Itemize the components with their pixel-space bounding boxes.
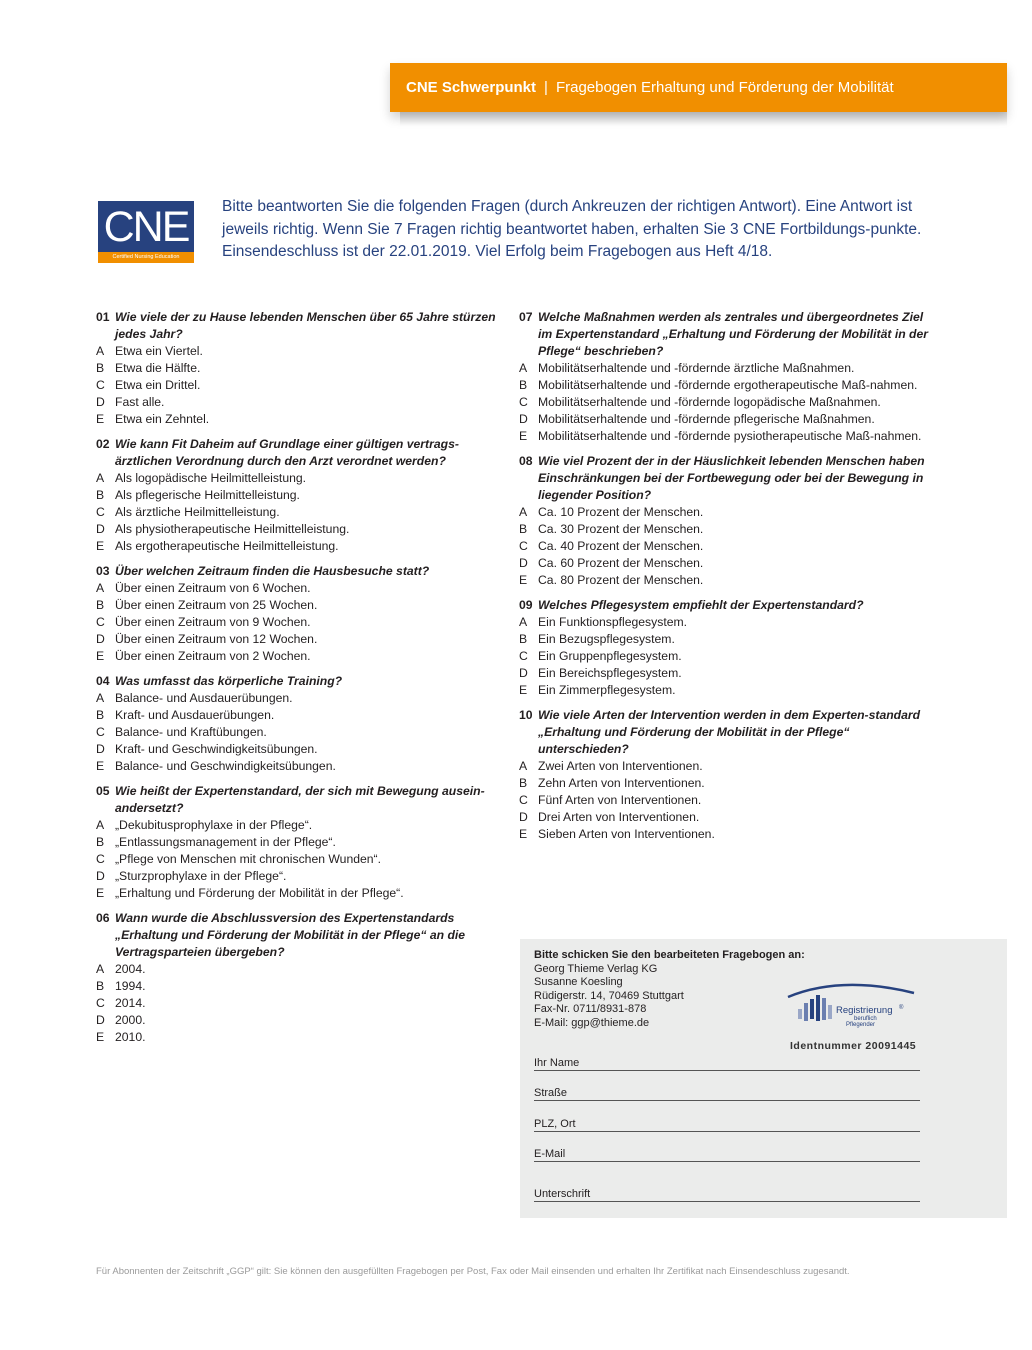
option-text: Über einen Zeitraum von 6 Wochen. (115, 581, 311, 595)
answer-option[interactable] (96, 504, 501, 521)
registrierung-logo (786, 979, 916, 1029)
answer-option[interactable] (96, 690, 501, 707)
answer-option[interactable] (519, 775, 929, 792)
answer-option[interactable] (519, 792, 929, 809)
option-letter: C (519, 793, 528, 807)
answer-option[interactable] (519, 631, 929, 648)
question-number: 02 (96, 437, 110, 451)
answer-option[interactable] (519, 521, 929, 538)
option-text: „Sturzprophylaxe in der Pflege“. (115, 869, 287, 883)
question-06 (96, 910, 501, 1046)
option-letter: C (519, 649, 528, 663)
option-text: Als ärztliche Heilmittelleistung. (115, 505, 280, 519)
option-text: Ein Zimmerpflegesystem. (538, 683, 676, 697)
mailing-address (534, 949, 805, 1030)
header-title: Fragebogen Erhaltung und Förderung der Mobilität (555, 79, 894, 96)
answer-option[interactable] (519, 377, 929, 394)
answer-option[interactable] (519, 682, 929, 699)
option-letter: B (96, 708, 105, 722)
option-letter: C (96, 996, 105, 1010)
answer-option[interactable] (519, 555, 929, 572)
question-number: 09 (519, 598, 533, 612)
cne-logo (98, 201, 194, 263)
option-letter: E (96, 412, 105, 426)
answer-option[interactable] (519, 411, 929, 428)
answer-option[interactable] (96, 707, 501, 724)
answer-option[interactable] (519, 648, 929, 665)
header-bar (390, 63, 1007, 112)
form-title: Bitte schicken Sie den bearbeiteten Fragebogen an: (534, 949, 805, 961)
option-letter: B (519, 776, 528, 790)
answer-option[interactable] (96, 411, 501, 428)
answer-option[interactable] (96, 1029, 501, 1046)
option-letter: D (96, 1013, 105, 1027)
option-letter: A (519, 759, 528, 773)
question-02 (96, 436, 501, 555)
option-text: 2004. (115, 962, 146, 976)
option-text: Kraft- und Geschwindigkeitsübungen. (115, 742, 318, 756)
option-text: Etwa ein Zehntel. (115, 412, 210, 426)
option-letter: A (519, 361, 528, 375)
option-text: Kraft- und Ausdauerübungen. (115, 708, 275, 722)
question-04 (96, 673, 501, 775)
address-line: E-Mail: ggp@thieme.de (534, 1016, 650, 1029)
option-text: Als logopädische Heilmittelleistung. (115, 471, 307, 485)
address-line: Susanne Koesling (534, 976, 623, 988)
option-letter: B (96, 835, 105, 849)
question-text: Wie viele Arten der Intervention werden in dem Experten-standard „Erhaltung und Förderung der Mobilität in der Pflege“ unterschieden? (538, 708, 921, 756)
answer-option[interactable] (519, 394, 929, 411)
option-letter: D (96, 395, 105, 409)
option-text: Zehn Arten von Interventionen. (538, 776, 705, 790)
option-text: Ca. 60 Prozent der Menschen. (538, 556, 704, 570)
answer-option[interactable] (519, 572, 929, 589)
option-letter: E (96, 539, 105, 553)
reg-logo-line2: beruflich (854, 1016, 877, 1022)
option-text: „Dekubitusprophylaxe in der Pflege“. (115, 818, 313, 832)
cne-logo-mark: CNE (103, 203, 189, 251)
answer-option[interactable] (96, 597, 501, 614)
option-text: Über einen Zeitraum von 9 Wochen. (115, 615, 311, 629)
option-text: „Entlassungsmanagement in der Pflege“. (115, 835, 336, 849)
option-letter: E (96, 649, 105, 663)
name-label: Ihr Name (534, 1057, 580, 1069)
option-text: 2000. (115, 1013, 146, 1027)
option-text: Zwei Arten von Interventionen. (538, 759, 703, 773)
question-number: 07 (519, 310, 533, 324)
question-text: Was umfasst das körperliche Training? (115, 674, 343, 688)
answer-option[interactable] (96, 538, 501, 555)
option-letter: E (519, 683, 528, 697)
option-letter: C (96, 505, 105, 519)
option-text: Mobilitätserhaltende und -fördernde ärztliche Maßnahmen. (538, 361, 855, 375)
answer-option[interactable] (96, 487, 501, 504)
option-letter: C (96, 852, 105, 866)
option-text: Etwa die Hälfte. (115, 361, 201, 375)
answer-option[interactable] (96, 343, 501, 360)
option-text: Mobilitätserhaltende und -fördernde ergotherapeutische Maß-nahmen. (538, 378, 918, 392)
option-letter: E (96, 1030, 105, 1044)
question-07 (519, 309, 929, 445)
option-letter: B (96, 979, 105, 993)
signature-label: Unterschrift (534, 1188, 591, 1200)
option-text: Sieben Arten von Interventionen. (538, 827, 715, 841)
street-label: Straße (534, 1087, 568, 1099)
question-number: 05 (96, 784, 110, 798)
answer-option[interactable] (96, 360, 501, 377)
option-text: Ca. 40 Prozent der Menschen. (538, 539, 704, 553)
question-text: Wie kann Fit Daheim auf Grundlage einer gültigen vertrags-ärztlichen Verordnung durch den Arzt verordnet werden? (115, 437, 459, 468)
answer-option[interactable] (519, 614, 929, 631)
option-text: Balance- und Kraftübungen. (115, 725, 267, 739)
option-letter: A (96, 818, 105, 832)
option-letter: D (96, 742, 105, 756)
answer-option[interactable] (519, 826, 929, 843)
question-08 (519, 453, 929, 589)
question-text: Wie heißt der Expertenstandard, der sich mit Bewegung ausein-andersetzt? (115, 784, 485, 815)
option-text: Ein Bereichspflegesystem. (538, 666, 682, 680)
answer-option[interactable] (519, 538, 929, 555)
answer-option[interactable] (519, 360, 929, 377)
option-text: Balance- und Ausdauerübungen. (115, 691, 293, 705)
option-text: „Pflege von Menschen mit chronischen Wunden“. (115, 852, 382, 866)
option-text: Ein Bezugspflegesystem. (538, 632, 675, 646)
intro-text: Bitte beantworten Sie die folgenden Fragen (durch Ankreuzen der richtigen Antwort). Eine Antwort ist jeweils richtig. Wenn Sie 7 Fragen richtig beantwortet haben, erhalten Sie 3 CNE Fortbildungs-punkte. Einsendeschluss ist der 22.01.2019. Viel Erfolg beim Fragebogen aus Heft 4/18. (222, 198, 922, 260)
option-text: Ca. 10 Prozent der Menschen. (538, 505, 704, 519)
answer-option[interactable] (96, 851, 501, 868)
option-text: Balance- und Geschwindigkeitsübungen. (115, 759, 336, 773)
address-line: Rüdigerstr. 14, 70469 Stuttgart (534, 989, 684, 1002)
question-text: Wie viel Prozent der in der Häuslichkeit lebenden Menschen haben Einschränkungen bei der Fortbewegung oder bei der Bewegung in liegender Position? (538, 454, 925, 502)
answer-option[interactable] (96, 885, 501, 902)
answer-option[interactable] (519, 665, 929, 682)
option-text: Als ergotherapeutische Heilmittelleistung. (115, 539, 339, 553)
answer-option[interactable] (96, 648, 501, 665)
option-text: Über einen Zeitraum von 2 Wochen. (115, 649, 311, 663)
option-letter: B (519, 632, 528, 646)
question-number: 10 (519, 708, 533, 722)
option-letter: E (519, 429, 528, 443)
address-line: Georg Thieme Verlag KG (534, 962, 658, 975)
option-text: Ein Funktionspflegesystem. (538, 615, 688, 629)
option-letter: A (519, 615, 528, 629)
answer-option[interactable] (96, 394, 501, 411)
question-text: Über welchen Zeitraum finden die Hausbesuche statt? (115, 564, 430, 578)
option-letter: C (519, 395, 528, 409)
answer-option[interactable] (96, 724, 501, 741)
question-10 (519, 707, 929, 843)
question-number: 06 (96, 911, 110, 925)
question-number: 04 (96, 674, 110, 688)
answer-option[interactable] (96, 1012, 501, 1029)
footnote: Für Abonnenten der Zeitschrift „GGP“ gilt: Sie können den ausgefüllten Fragebogen per Post, Fax oder Mail einsenden und erhalten Ihr Zertifikat nach Einsendeschluss zugesandt. (96, 1266, 850, 1277)
option-text: Ca. 80 Prozent der Menschen. (538, 573, 704, 587)
answer-option[interactable] (519, 758, 929, 775)
answer-option[interactable] (519, 809, 929, 826)
answer-option[interactable] (96, 758, 501, 775)
question-text: Welche Maßnahmen werden als zentrales und übergeordnetes Ziel im Expertenstandard „Erhaltung und Förderung der Mobilität in der Pflege“ beschrieben? (538, 310, 929, 358)
option-letter: A (96, 344, 105, 358)
cne-logo-subtitle: Certified Nursing Education (98, 252, 194, 263)
question-text: Wie viele der zu Hause lebenden Menschen über 65 Jahre stürzen jedes Jahr? (115, 310, 496, 341)
option-letter: B (96, 598, 105, 612)
answer-option[interactable] (96, 580, 501, 597)
option-text: Als physiotherapeutische Heilmittelleistung. (115, 522, 350, 536)
answer-option[interactable] (519, 504, 929, 521)
option-text: 1994. (115, 979, 146, 993)
option-letter: A (96, 471, 105, 485)
option-letter: E (96, 759, 105, 773)
answer-option[interactable] (96, 470, 501, 487)
answer-option[interactable] (96, 741, 501, 758)
name-field[interactable] (534, 1056, 920, 1071)
reg-logo-line3: Pflegender (846, 1022, 876, 1028)
question-number: 08 (519, 454, 533, 468)
option-text: Über einen Zeitraum von 12 Wochen. (115, 632, 318, 646)
zip-city-field[interactable] (534, 1117, 920, 1132)
option-text: Mobilitätserhaltende und -fördernde logopädische Maßnahmen. (538, 395, 881, 409)
option-letter: B (96, 488, 105, 502)
answer-option[interactable] (96, 995, 501, 1012)
option-letter: D (519, 556, 528, 570)
header-separator: | (544, 79, 548, 96)
option-letter: D (96, 869, 105, 883)
question-text: Welches Pflegesystem empfiehlt der Expertenstandard? (538, 598, 864, 612)
option-letter: D (519, 412, 528, 426)
option-letter: D (96, 632, 105, 646)
option-letter: B (519, 378, 528, 392)
ident-number: Identnummer 20091445 (790, 1040, 917, 1052)
option-letter: C (96, 725, 105, 739)
option-letter: A (519, 505, 528, 519)
question-01 (96, 309, 501, 428)
option-letter: D (96, 522, 105, 536)
option-text: Mobilitätserhaltende und -fördernde pflegerische Maßnahmen. (538, 412, 875, 426)
reg-logo-main: Registrierung (836, 1005, 893, 1016)
answer-option[interactable] (96, 614, 501, 631)
option-letter: E (519, 827, 528, 841)
email-label: E-Mail (534, 1148, 566, 1160)
email-field[interactable] (534, 1147, 920, 1162)
answer-option[interactable] (96, 868, 501, 885)
option-text: Drei Arten von Interventionen. (538, 810, 700, 824)
question-05 (96, 783, 501, 902)
option-letter: C (96, 615, 105, 629)
answer-option[interactable] (96, 834, 501, 851)
question-03 (96, 563, 501, 665)
option-letter: B (96, 361, 105, 375)
option-text: „Erhaltung und Förderung der Mobilität in der Pflege“. (115, 886, 404, 900)
questions-left-column (96, 309, 501, 1054)
answer-option[interactable] (96, 521, 501, 538)
answer-option[interactable] (96, 817, 501, 834)
option-text: Über einen Zeitraum von 25 Wochen. (115, 598, 318, 612)
option-text: Etwa ein Viertel. (115, 344, 203, 358)
header-shadow (400, 112, 1007, 126)
question-number: 01 (96, 310, 110, 324)
answer-option[interactable] (519, 428, 929, 445)
option-letter: A (96, 691, 105, 705)
header-section: CNE Schwerpunkt (406, 79, 537, 96)
answer-option[interactable] (96, 961, 501, 978)
question-09 (519, 597, 929, 699)
reg-logo-mark: ® (899, 1005, 904, 1011)
submission-form-box (520, 939, 1007, 1218)
signature-field[interactable] (534, 1187, 920, 1202)
option-text: Etwa ein Drittel. (115, 378, 201, 392)
option-letter: E (96, 886, 105, 900)
option-text: Ein Gruppenpflegesystem. (538, 649, 682, 663)
answer-option[interactable] (96, 377, 501, 394)
option-text: Mobilitätserhaltende und -fördernde pysiotherapeutische Maß-nahmen. (538, 429, 922, 443)
option-text: 2010. (115, 1030, 146, 1044)
answer-option[interactable] (96, 631, 501, 648)
option-letter: D (519, 666, 528, 680)
question-text: Wann wurde die Abschlussversion des Expertenstandards „Erhaltung und Förderung der Mobilität in der Pflege“ an die Vertragsparteien übergeben? (115, 911, 466, 959)
option-letter: B (519, 522, 528, 536)
option-letter: C (519, 539, 528, 553)
street-field[interactable] (534, 1086, 920, 1101)
question-number: 03 (96, 564, 110, 578)
zip-city-label: PLZ, Ort (534, 1118, 576, 1130)
option-letter: A (96, 581, 105, 595)
option-text: Fünf Arten von Interventionen. (538, 793, 702, 807)
option-text: Als pflegerische Heilmittelleistung. (115, 488, 300, 502)
answer-option[interactable] (96, 978, 501, 995)
option-letter: D (519, 810, 528, 824)
option-text: 2014. (115, 996, 146, 1010)
option-letter: E (519, 573, 528, 587)
option-letter: C (96, 378, 105, 392)
option-letter: A (96, 962, 105, 976)
option-text: Fast alle. (115, 395, 165, 409)
option-text: Ca. 30 Prozent der Menschen. (538, 522, 704, 536)
address-line: Fax-Nr. 0711/8931-878 (534, 1003, 647, 1015)
questions-right-column (519, 309, 929, 851)
